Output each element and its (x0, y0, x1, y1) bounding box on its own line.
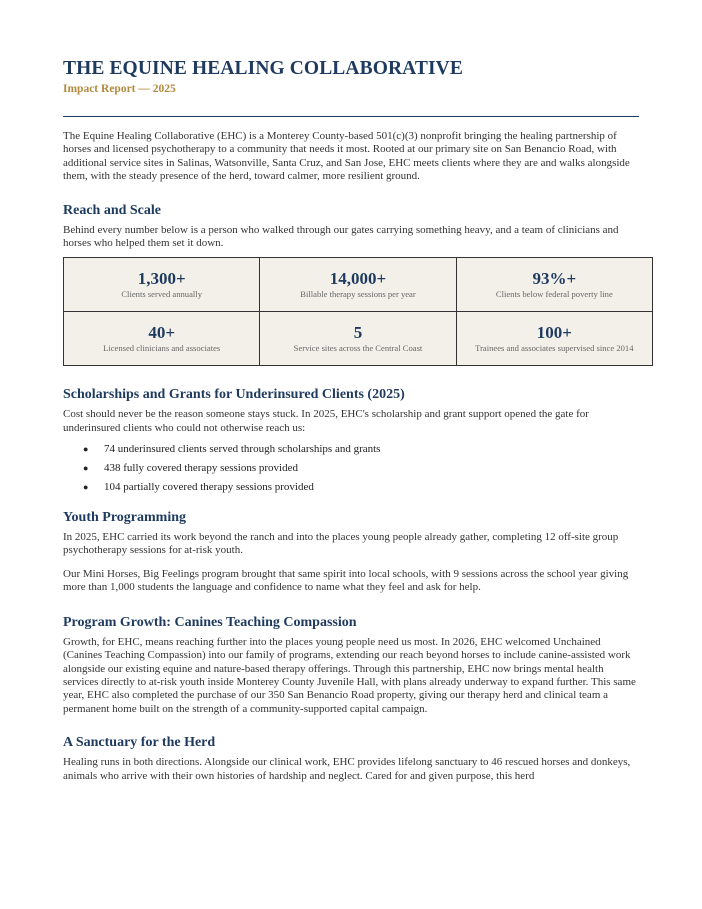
stat-cell (260, 312, 456, 366)
stat-label: Trainees and associates supervised since 2014 (475, 343, 634, 354)
stat-cell (64, 312, 260, 366)
reach-heading: Reach and Scale (63, 202, 161, 218)
stat-value: 1,300+ (137, 269, 186, 289)
intro-paragraph: The Equine Healing Collaborative (EHC) is a Monterey County-based 501(c)(3) nonprofit bringing the healing partnership of horses and licensed psychotherapy to a community that needs it most. Rooted at our primary site on San Benancio Road, with additional service sites in Salinas, Watsonville, Santa Cruz, and San Jose, EHC meets clients where they are and walks alongside them, with the steady presence of the herd, toward calmer, more resilient ground. (63, 130, 630, 183)
bullet-icon: ● (83, 444, 89, 455)
stats-table (63, 257, 653, 366)
scholarships-paragraph: Cost should never be the reason someone stays stuck. In 2025, EHC's scholarship and grant support opened the gate for underinsured clients who could not otherwise reach us: (63, 408, 589, 434)
sanctuary-heading: A Sanctuary for the Herd (63, 735, 216, 751)
report-page (63, 58, 639, 783)
list-item-text: 438 fully covered therapy sessions provided (104, 461, 298, 474)
stat-label: Licensed clinicians and associates (103, 343, 221, 354)
youth-heading: Youth Programming (63, 510, 187, 526)
reach-paragraph: Behind every number below is a person who walked through our gates carrying something heavy, and a team of clinicians and horses who helped them set it down. (63, 223, 619, 250)
stats-row (64, 312, 653, 366)
stat-label: Clients below federal poverty line (495, 289, 613, 300)
scholarships-heading: Scholarships and Grants for Underinsured Clients (2025) (63, 387, 405, 403)
scholarships-list (63, 443, 639, 494)
bullet-icon: ● (83, 462, 89, 473)
stat-cell (64, 258, 260, 312)
list-item (63, 443, 639, 456)
header-divider (63, 116, 639, 117)
report-subtitle: Impact Report — 2025 (63, 83, 176, 95)
stat-value: 5 (353, 323, 363, 343)
bullet-icon: ● (83, 481, 89, 492)
youth-paragraph-2: Our Mini Horses, Big Feelings program brought that same spirit into local schools, with 9 sessions across the school year giving more than 1,000 students the language and confidence to name what they feel and ask for help. (63, 567, 629, 594)
stat-value: 93%+ (532, 269, 577, 289)
stat-value: 40+ (148, 323, 175, 343)
stat-cell (456, 258, 652, 312)
list-item-text: 74 underinsured clients served through scholarships and grants (104, 443, 381, 456)
youth-paragraph-1: In 2025, EHC carried its work beyond the ranch and into the places young people already gather, completing 12 off-site group psychotherapy sessions for at-risk youth. (63, 531, 619, 557)
list-item (63, 462, 639, 475)
stat-label: Service sites across the Central Coast (293, 343, 423, 354)
stat-cell (260, 258, 456, 312)
growth-paragraph: Growth, for EHC, means reaching further into the places young people need us most. In 2026, EHC welcomed Unchained (Canines Teaching Compassion) into our family of programs, extending our reach beyond horses to include canine-assisted work alongside our existing equine and nature-based therapy offerings. Through this partnership, EHC now brings mental health services directly to at-risk youth inside Monterey County Juvenile Hall, with plans already underway to expand further. This same year, EHC also completed the purchase of our 350 San Benancio Road property, giving our therapy herd and clinical team a permanent home built on the strength of a community-supported capital campaign. (63, 635, 636, 715)
stat-label: Billable therapy sessions per year (300, 289, 416, 300)
sanctuary-paragraph: Healing runs in both directions. Alongside our clinical work, EHC provides lifelong sanctuary to 46 rescued horses and donkeys, animals who arrive with their own histories of hardship and neglect. Cared for and given purpose, this herd (63, 756, 631, 782)
stat-label: Clients served annually (121, 289, 202, 300)
stat-value: 100+ (536, 323, 572, 343)
stats-row (64, 258, 653, 312)
stat-cell (456, 312, 652, 366)
report-title: THE EQUINE HEALING COLLABORATIVE (63, 58, 463, 79)
growth-heading: Program Growth: Canines Teaching Compassion (63, 614, 357, 630)
list-item (63, 481, 639, 494)
stat-value: 14,000+ (329, 269, 387, 289)
list-item-text: 104 partially covered therapy sessions provided (104, 480, 314, 493)
